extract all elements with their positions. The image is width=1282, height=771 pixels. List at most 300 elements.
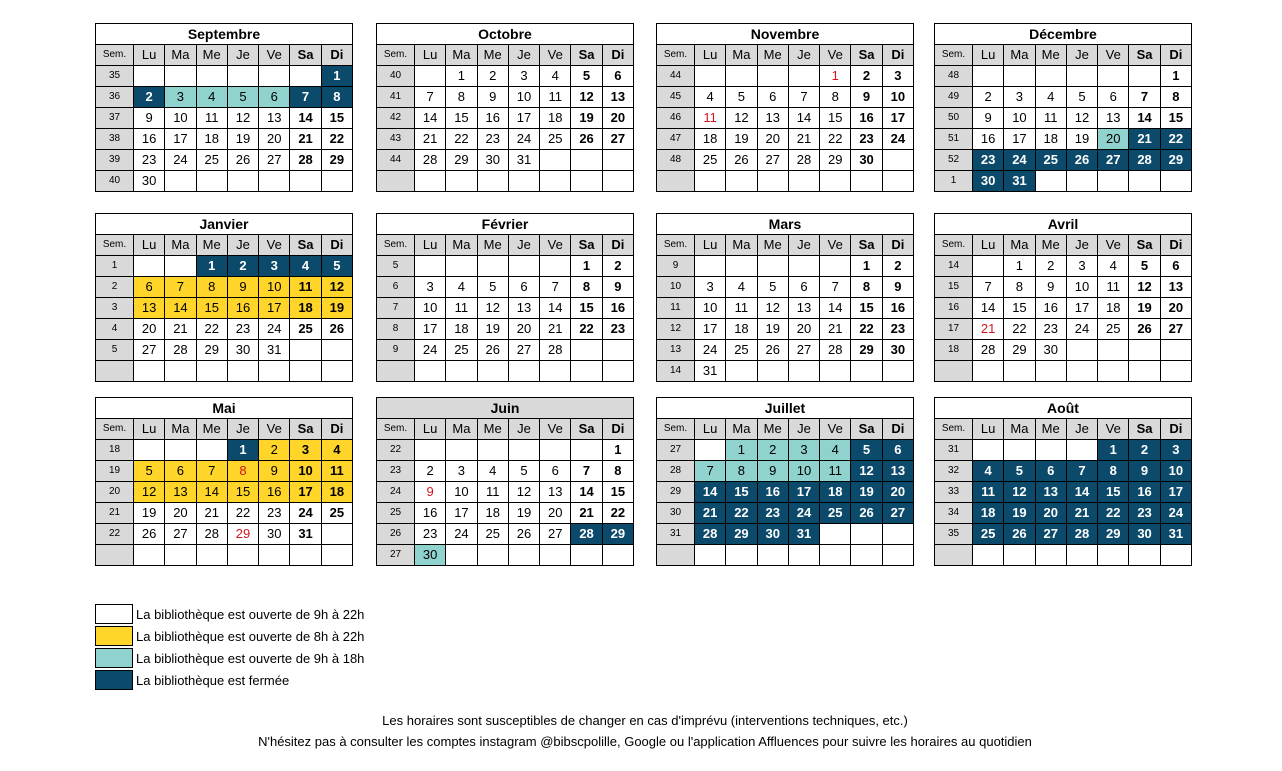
weekday-header: Je bbox=[508, 419, 539, 440]
empty-cell bbox=[134, 545, 165, 566]
weekday-header: Je bbox=[227, 235, 258, 256]
day-cell: 26 bbox=[571, 129, 602, 150]
empty-cell bbox=[1129, 66, 1160, 87]
day-cell: 13 bbox=[882, 461, 913, 482]
day-cell: 28 bbox=[788, 150, 819, 171]
empty-cell bbox=[134, 361, 165, 382]
day-cell: 10 bbox=[788, 461, 819, 482]
day-cell: 20 bbox=[757, 129, 788, 150]
month-calendar bbox=[934, 213, 1192, 382]
day-cell: 22 bbox=[851, 319, 882, 340]
empty-cell bbox=[757, 361, 788, 382]
day-cell: 5 bbox=[726, 87, 757, 108]
week-number-header: Sem. bbox=[96, 419, 134, 440]
legend-label: La bibliothèque est ouverte de 9h à 22h bbox=[136, 606, 365, 622]
week-number: 26 bbox=[377, 524, 415, 545]
empty-cell bbox=[602, 150, 633, 171]
day-cell: 11 bbox=[196, 108, 227, 129]
day-cell: 12 bbox=[508, 482, 539, 503]
week-number: 24 bbox=[377, 482, 415, 503]
weekday-header: Di bbox=[602, 235, 633, 256]
day-cell: 10 bbox=[1160, 461, 1191, 482]
weekday-header: Lu bbox=[695, 235, 726, 256]
weekday-header: Sa bbox=[1129, 45, 1160, 66]
day-cell: 11 bbox=[695, 108, 726, 129]
week-number: 4 bbox=[96, 319, 134, 340]
day-cell: 25 bbox=[973, 524, 1004, 545]
weekday-header: Ma bbox=[1004, 419, 1035, 440]
day-cell: 9 bbox=[882, 277, 913, 298]
day-cell: 17 bbox=[695, 319, 726, 340]
empty-cell bbox=[1129, 545, 1160, 566]
day-cell: 27 bbox=[757, 150, 788, 171]
weekday-header: Ma bbox=[1004, 235, 1035, 256]
day-cell: 3 bbox=[1066, 256, 1097, 277]
day-cell: 22 bbox=[820, 129, 851, 150]
day-cell: 19 bbox=[227, 129, 258, 150]
week-number bbox=[96, 361, 134, 382]
month-title: Août bbox=[935, 398, 1192, 419]
day-cell: 27 bbox=[602, 129, 633, 150]
day-cell: 25 bbox=[477, 524, 508, 545]
day-cell: 3 bbox=[1004, 87, 1035, 108]
day-cell: 23 bbox=[259, 503, 290, 524]
weekday-header: Ve bbox=[259, 45, 290, 66]
day-cell: 8 bbox=[851, 277, 882, 298]
day-cell: 7 bbox=[571, 461, 602, 482]
day-cell: 5 bbox=[1129, 256, 1160, 277]
week-number bbox=[935, 545, 973, 566]
day-cell: 24 bbox=[508, 129, 539, 150]
empty-cell bbox=[415, 171, 446, 192]
day-cell: 27 bbox=[882, 503, 913, 524]
day-cell: 9 bbox=[259, 461, 290, 482]
day-cell: 15 bbox=[602, 482, 633, 503]
week-number: 22 bbox=[96, 524, 134, 545]
empty-cell bbox=[788, 361, 819, 382]
week-number: 5 bbox=[96, 340, 134, 361]
day-cell: 8 bbox=[446, 87, 477, 108]
day-cell: 19 bbox=[508, 503, 539, 524]
day-cell: 3 bbox=[788, 440, 819, 461]
day-cell: 20 bbox=[788, 319, 819, 340]
day-cell: 15 bbox=[321, 108, 352, 129]
empty-cell bbox=[165, 66, 196, 87]
day-cell: 29 bbox=[196, 340, 227, 361]
day-cell: 15 bbox=[196, 298, 227, 319]
month-calendar bbox=[656, 213, 914, 382]
day-cell: 13 bbox=[165, 482, 196, 503]
day-cell: 13 bbox=[1098, 108, 1129, 129]
day-cell: 13 bbox=[602, 87, 633, 108]
day-cell: 18 bbox=[196, 129, 227, 150]
day-cell: 12 bbox=[1066, 108, 1097, 129]
day-cell: 14 bbox=[165, 298, 196, 319]
empty-cell bbox=[757, 66, 788, 87]
day-cell: 4 bbox=[477, 461, 508, 482]
day-cell: 24 bbox=[882, 129, 913, 150]
week-number: 15 bbox=[935, 277, 973, 298]
empty-cell bbox=[508, 171, 539, 192]
weekday-header: Me bbox=[757, 45, 788, 66]
month-title: Avril bbox=[935, 214, 1192, 235]
day-cell: 23 bbox=[602, 319, 633, 340]
day-cell: 23 bbox=[757, 503, 788, 524]
day-cell: 9 bbox=[415, 482, 446, 503]
week-number: 28 bbox=[657, 461, 695, 482]
day-cell: 13 bbox=[508, 298, 539, 319]
day-cell: 19 bbox=[134, 503, 165, 524]
day-cell: 2 bbox=[1035, 256, 1066, 277]
day-cell: 17 bbox=[882, 108, 913, 129]
day-cell: 2 bbox=[259, 440, 290, 461]
empty-cell bbox=[259, 66, 290, 87]
empty-cell bbox=[1066, 171, 1097, 192]
day-cell: 30 bbox=[134, 171, 165, 192]
empty-cell bbox=[165, 545, 196, 566]
day-cell: 16 bbox=[851, 108, 882, 129]
day-cell: 22 bbox=[321, 129, 352, 150]
week-number bbox=[96, 545, 134, 566]
empty-cell bbox=[1129, 171, 1160, 192]
day-cell: 10 bbox=[1004, 108, 1035, 129]
day-cell: 10 bbox=[882, 87, 913, 108]
day-cell: 6 bbox=[882, 440, 913, 461]
empty-cell bbox=[196, 361, 227, 382]
day-cell: 19 bbox=[571, 108, 602, 129]
footer-note-social: N'hésitez pas à consulter les comptes instagram @bibscpolille, Google ou l'application Affluences pour suivre les horaires au quotidien bbox=[258, 734, 1032, 749]
weekday-header: Di bbox=[882, 419, 913, 440]
day-cell: 25 bbox=[196, 150, 227, 171]
empty-cell bbox=[540, 150, 571, 171]
day-cell: 8 bbox=[196, 277, 227, 298]
day-cell: 23 bbox=[851, 129, 882, 150]
empty-cell bbox=[571, 171, 602, 192]
day-cell: 31 bbox=[1004, 171, 1035, 192]
weekday-header: Je bbox=[227, 45, 258, 66]
empty-cell bbox=[1160, 340, 1191, 361]
week-number: 32 bbox=[935, 461, 973, 482]
day-cell: 16 bbox=[477, 108, 508, 129]
day-cell: 8 bbox=[321, 87, 352, 108]
weekday-header: Di bbox=[602, 45, 633, 66]
day-cell: 18 bbox=[820, 482, 851, 503]
week-number: 19 bbox=[96, 461, 134, 482]
day-cell: 12 bbox=[757, 298, 788, 319]
day-cell: 20 bbox=[1035, 503, 1066, 524]
day-cell: 25 bbox=[1035, 150, 1066, 171]
empty-cell bbox=[540, 361, 571, 382]
day-cell: 26 bbox=[477, 340, 508, 361]
empty-cell bbox=[851, 361, 882, 382]
month-calendar bbox=[95, 23, 353, 192]
day-cell: 1 bbox=[602, 440, 633, 461]
empty-cell bbox=[1160, 361, 1191, 382]
week-number: 42 bbox=[377, 108, 415, 129]
month-calendar bbox=[376, 23, 634, 192]
empty-cell bbox=[1066, 66, 1097, 87]
weekday-header: Ve bbox=[259, 235, 290, 256]
empty-cell bbox=[695, 440, 726, 461]
day-cell: 8 bbox=[1098, 461, 1129, 482]
day-cell: 28 bbox=[196, 524, 227, 545]
day-cell: 4 bbox=[290, 256, 321, 277]
day-cell: 21 bbox=[820, 319, 851, 340]
day-cell: 15 bbox=[851, 298, 882, 319]
day-cell: 16 bbox=[757, 482, 788, 503]
week-number: 48 bbox=[657, 150, 695, 171]
week-number: 1 bbox=[935, 171, 973, 192]
day-cell: 11 bbox=[477, 482, 508, 503]
weekday-header: Ma bbox=[726, 235, 757, 256]
day-cell: 14 bbox=[196, 482, 227, 503]
day-cell: 1 bbox=[196, 256, 227, 277]
month-title: Mai bbox=[96, 398, 353, 419]
empty-cell bbox=[1004, 440, 1035, 461]
week-number bbox=[657, 171, 695, 192]
day-cell: 4 bbox=[321, 440, 352, 461]
weekday-header: Me bbox=[477, 235, 508, 256]
day-cell: 19 bbox=[757, 319, 788, 340]
day-cell: 25 bbox=[540, 129, 571, 150]
empty-cell bbox=[1129, 361, 1160, 382]
weekday-header: Me bbox=[757, 419, 788, 440]
weekday-header: Lu bbox=[134, 419, 165, 440]
empty-cell bbox=[851, 524, 882, 545]
day-cell: 25 bbox=[1098, 319, 1129, 340]
week-number: 7 bbox=[377, 298, 415, 319]
day-cell: 11 bbox=[446, 298, 477, 319]
weekday-header: Sa bbox=[290, 45, 321, 66]
day-cell: 27 bbox=[1035, 524, 1066, 545]
day-cell: 8 bbox=[1004, 277, 1035, 298]
empty-cell bbox=[165, 361, 196, 382]
day-cell: 19 bbox=[1004, 503, 1035, 524]
empty-cell bbox=[973, 66, 1004, 87]
day-cell: 2 bbox=[882, 256, 913, 277]
day-cell: 2 bbox=[227, 256, 258, 277]
weekday-header: Sa bbox=[571, 45, 602, 66]
day-cell: 18 bbox=[695, 129, 726, 150]
day-cell: 28 bbox=[165, 340, 196, 361]
day-cell: 14 bbox=[695, 482, 726, 503]
day-cell: 27 bbox=[134, 340, 165, 361]
day-cell: 26 bbox=[227, 150, 258, 171]
day-cell: 16 bbox=[882, 298, 913, 319]
week-number: 18 bbox=[96, 440, 134, 461]
day-cell: 3 bbox=[695, 277, 726, 298]
day-cell: 24 bbox=[446, 524, 477, 545]
day-cell: 10 bbox=[1066, 277, 1097, 298]
day-cell: 16 bbox=[602, 298, 633, 319]
empty-cell bbox=[602, 171, 633, 192]
weekday-header: Me bbox=[477, 419, 508, 440]
weekday-header: Ma bbox=[165, 419, 196, 440]
day-cell: 16 bbox=[1035, 298, 1066, 319]
day-cell: 1 bbox=[851, 256, 882, 277]
week-number-header: Sem. bbox=[935, 45, 973, 66]
day-cell: 24 bbox=[1066, 319, 1097, 340]
week-number-header: Sem. bbox=[377, 235, 415, 256]
month-title: Septembre bbox=[96, 24, 353, 45]
empty-cell bbox=[227, 171, 258, 192]
day-cell: 23 bbox=[477, 129, 508, 150]
weekday-header: Ve bbox=[259, 419, 290, 440]
day-cell: 19 bbox=[726, 129, 757, 150]
day-cell: 31 bbox=[290, 524, 321, 545]
day-cell: 8 bbox=[227, 461, 258, 482]
weekday-header: Ma bbox=[1004, 45, 1035, 66]
empty-cell bbox=[508, 256, 539, 277]
weekday-header: Je bbox=[227, 419, 258, 440]
weekday-header: Lu bbox=[973, 419, 1004, 440]
day-cell: 3 bbox=[259, 256, 290, 277]
legend bbox=[95, 603, 364, 691]
weekday-header: Di bbox=[321, 45, 352, 66]
day-cell: 17 bbox=[415, 319, 446, 340]
week-number: 11 bbox=[657, 298, 695, 319]
day-cell: 21 bbox=[415, 129, 446, 150]
empty-cell bbox=[259, 545, 290, 566]
day-cell: 6 bbox=[757, 87, 788, 108]
day-cell: 7 bbox=[973, 277, 1004, 298]
empty-cell bbox=[477, 440, 508, 461]
day-cell: 13 bbox=[1160, 277, 1191, 298]
empty-cell bbox=[290, 66, 321, 87]
day-cell: 11 bbox=[973, 482, 1004, 503]
week-number: 5 bbox=[377, 256, 415, 277]
weekday-header: Sa bbox=[571, 419, 602, 440]
day-cell: 27 bbox=[1160, 319, 1191, 340]
week-number: 44 bbox=[657, 66, 695, 87]
week-number: 46 bbox=[657, 108, 695, 129]
day-cell: 16 bbox=[227, 298, 258, 319]
day-cell: 27 bbox=[508, 340, 539, 361]
weekday-header: Je bbox=[788, 419, 819, 440]
empty-cell bbox=[695, 171, 726, 192]
weekday-header: Lu bbox=[695, 419, 726, 440]
day-cell: 29 bbox=[1098, 524, 1129, 545]
month-title: Mars bbox=[657, 214, 914, 235]
empty-cell bbox=[973, 440, 1004, 461]
day-cell: 17 bbox=[1160, 482, 1191, 503]
day-cell: 12 bbox=[134, 482, 165, 503]
day-cell: 13 bbox=[540, 482, 571, 503]
weekday-header: Je bbox=[1066, 235, 1097, 256]
day-cell: 26 bbox=[851, 503, 882, 524]
day-cell: 23 bbox=[1129, 503, 1160, 524]
day-cell: 1 bbox=[726, 440, 757, 461]
empty-cell bbox=[726, 361, 757, 382]
empty-cell bbox=[227, 66, 258, 87]
day-cell: 7 bbox=[290, 87, 321, 108]
month-title: Juillet bbox=[657, 398, 914, 419]
week-number: 40 bbox=[377, 66, 415, 87]
day-cell: 30 bbox=[1035, 340, 1066, 361]
day-cell: 4 bbox=[540, 66, 571, 87]
day-cell: 22 bbox=[1004, 319, 1035, 340]
week-number bbox=[657, 545, 695, 566]
day-cell: 30 bbox=[757, 524, 788, 545]
week-number-header: Sem. bbox=[657, 45, 695, 66]
day-cell: 26 bbox=[508, 524, 539, 545]
day-cell: 8 bbox=[820, 87, 851, 108]
day-cell: 1 bbox=[446, 66, 477, 87]
week-number: 27 bbox=[377, 545, 415, 566]
weekday-header: Ve bbox=[820, 235, 851, 256]
day-cell: 17 bbox=[446, 503, 477, 524]
day-cell: 14 bbox=[973, 298, 1004, 319]
week-number: 9 bbox=[657, 256, 695, 277]
day-cell: 2 bbox=[757, 440, 788, 461]
weekday-header: Sa bbox=[571, 235, 602, 256]
day-cell: 27 bbox=[540, 524, 571, 545]
day-cell: 18 bbox=[973, 503, 1004, 524]
weekday-header: Ve bbox=[820, 419, 851, 440]
day-cell: 11 bbox=[726, 298, 757, 319]
week-number-header: Sem. bbox=[96, 235, 134, 256]
day-cell: 12 bbox=[851, 461, 882, 482]
empty-cell bbox=[820, 524, 851, 545]
weekday-header: Sa bbox=[851, 235, 882, 256]
day-cell: 12 bbox=[321, 277, 352, 298]
empty-cell bbox=[290, 361, 321, 382]
day-cell: 16 bbox=[415, 503, 446, 524]
day-cell: 28 bbox=[1066, 524, 1097, 545]
week-number: 14 bbox=[935, 256, 973, 277]
day-cell: 29 bbox=[227, 524, 258, 545]
day-cell: 23 bbox=[134, 150, 165, 171]
week-number-header: Sem. bbox=[377, 45, 415, 66]
day-cell: 23 bbox=[415, 524, 446, 545]
week-number: 41 bbox=[377, 87, 415, 108]
weekday-header: Ve bbox=[820, 45, 851, 66]
weekday-header: Lu bbox=[695, 45, 726, 66]
empty-cell bbox=[446, 440, 477, 461]
day-cell: 10 bbox=[695, 298, 726, 319]
day-cell: 2 bbox=[851, 66, 882, 87]
day-cell: 14 bbox=[788, 108, 819, 129]
weekday-header: Sa bbox=[290, 419, 321, 440]
day-cell: 17 bbox=[290, 482, 321, 503]
day-cell: 4 bbox=[726, 277, 757, 298]
day-cell: 15 bbox=[820, 108, 851, 129]
day-cell: 26 bbox=[726, 150, 757, 171]
day-cell: 9 bbox=[973, 108, 1004, 129]
empty-cell bbox=[973, 545, 1004, 566]
empty-cell bbox=[788, 171, 819, 192]
day-cell: 2 bbox=[477, 66, 508, 87]
day-cell: 12 bbox=[726, 108, 757, 129]
month-calendar bbox=[656, 397, 914, 566]
day-cell: 15 bbox=[446, 108, 477, 129]
day-cell: 28 bbox=[415, 150, 446, 171]
day-cell: 3 bbox=[290, 440, 321, 461]
day-cell: 28 bbox=[820, 340, 851, 361]
day-cell: 6 bbox=[259, 87, 290, 108]
day-cell: 17 bbox=[508, 108, 539, 129]
empty-cell bbox=[788, 66, 819, 87]
empty-cell bbox=[882, 545, 913, 566]
day-cell: 12 bbox=[1129, 277, 1160, 298]
day-cell: 18 bbox=[540, 108, 571, 129]
day-cell: 11 bbox=[820, 461, 851, 482]
empty-cell bbox=[415, 361, 446, 382]
empty-cell bbox=[757, 256, 788, 277]
week-number: 50 bbox=[935, 108, 973, 129]
empty-cell bbox=[259, 361, 290, 382]
weekday-header: Me bbox=[196, 45, 227, 66]
